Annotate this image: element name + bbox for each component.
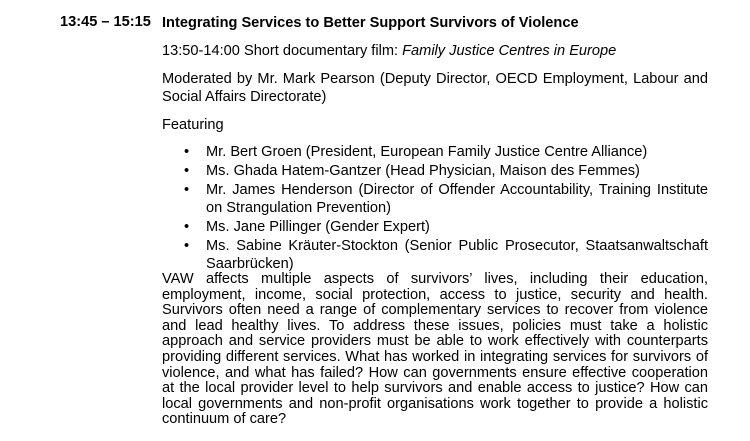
speaker-text: Ms. Jane Pillinger (Gender Expert) [206,219,430,235]
speaker-item [184,162,708,180]
bullet-icon: • [184,182,190,198]
speaker-item [184,181,708,217]
speaker-text: Ms. Sabine Kräuter-Stockton (Senior Public Prosecutor, Staatsanwaltschaft Saarbrücken) [206,238,708,272]
bullet-icon: • [184,144,190,160]
speaker-text: Mr. Bert Groen (President, European Family Justice Centre Alliance) [206,144,648,160]
bullet-icon: • [184,219,190,235]
speaker-item [184,218,708,236]
film-line [162,42,708,60]
speaker-item [184,143,708,161]
session-title: Integrating Services to Better Support Survivors of Violence [162,15,579,31]
bullet-icon: • [184,163,190,179]
session-content [162,14,708,274]
speaker-item [184,237,708,273]
session-description: VAW affects multiple aspects of survivors’ lives, including their education, employment, income, social protection, access to justice, security and health. Survivors often need a range of complementary services to recover from violence and lead healthy lives. To address these issues, policies must take a holistic approach and service providers must be able to work effectively with counterparts providing different services. What has worked in integrating services for survivors of violence, and what has failed? How can governments ensure effective cooperation at the local provider level to help survivors and enable access to justice? How can local governments and non-profit organisations work together to provide a holistic continuum of care? [162,271,708,428]
film-time-label: 13:50-14:00 Short documentary film: [162,43,403,59]
featuring-label: Featuring [162,117,224,133]
session-time: 13:45 – 15:15 [60,14,151,30]
speaker-text: Mr. James Henderson (Director of Offender Accountability, Training Institute on Strangulation Prevention) [206,182,708,216]
bullet-icon: • [184,238,190,254]
speaker-text: Ms. Ghada Hatem-Gantzer (Head Physician, Maison des Femmes) [206,163,640,179]
speaker-list [162,143,708,273]
moderator-line: Moderated by Mr. Mark Pearson (Deputy Director, OECD Employment, Labour and Social Affairs Directorate) [162,71,708,105]
film-title: Family Justice Centres in Europe [402,43,617,59]
